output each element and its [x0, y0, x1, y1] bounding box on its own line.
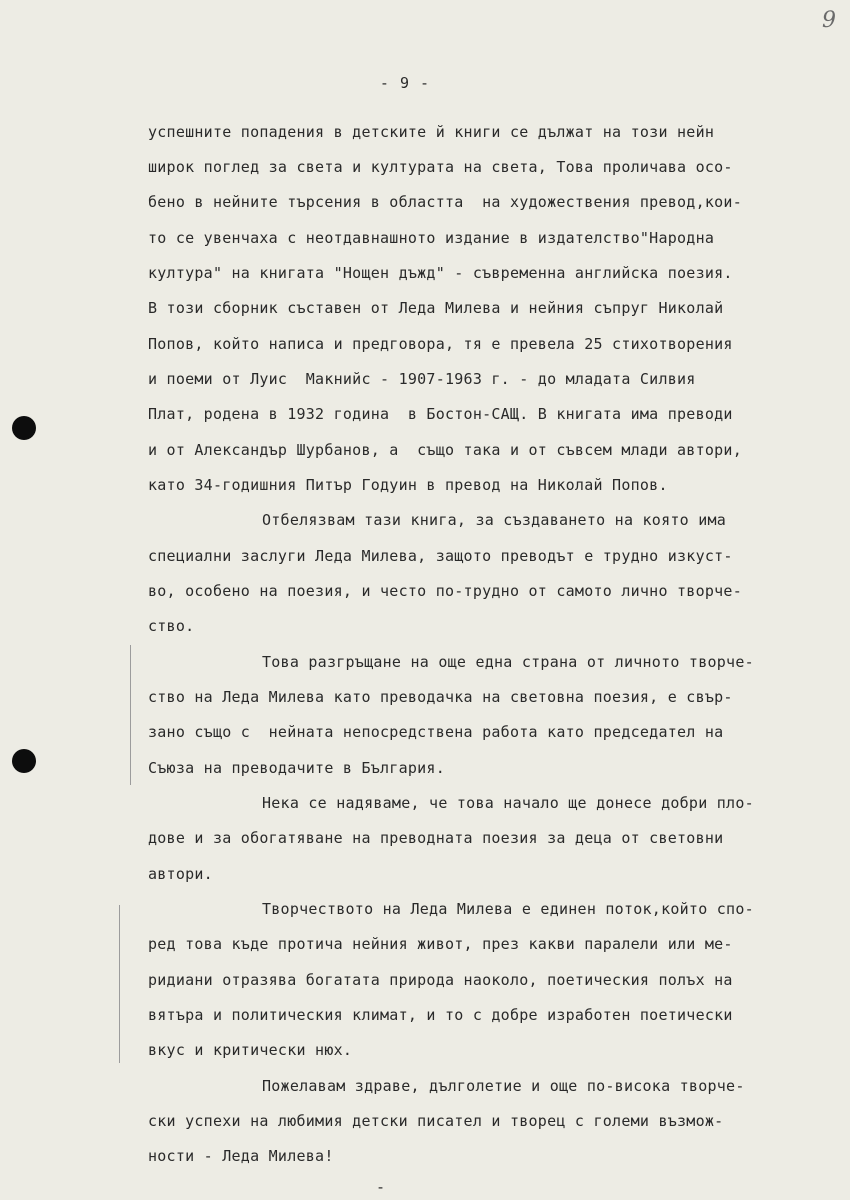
- text-line: зано също с нейната непосредствена работа като председател на: [148, 723, 724, 741]
- text-line: успешните попадения в детските й книги се дължат на този нейн: [148, 123, 715, 141]
- text-line: вятъра и политическия климат, и то с добре изработен поетически: [148, 1006, 733, 1024]
- punch-hole-bottom: [12, 749, 36, 773]
- text-line: ридиани отразява богатата природа наоколо, поетическия полъх на: [148, 971, 733, 989]
- text-line: автори.: [148, 865, 213, 883]
- text-line: бено в нейните търсения в областта на художествения превод,кои-: [148, 193, 742, 211]
- text-line: вкус и критически нюх.: [148, 1041, 353, 1059]
- punch-hole-top: [12, 416, 36, 440]
- text-line: ство.: [148, 617, 195, 635]
- text-line: ство на Леда Милева като преводачка на световна поезия, е свър-: [148, 688, 733, 706]
- text-line: то се увенчаха с неотдавнашното издание в издателство"Народна: [148, 229, 715, 247]
- text-line: като 34-годишния Питър Годуин в превод на Николай Попов.: [148, 476, 668, 494]
- text-line: дове и за обогатяване на преводната поезия за деца от световни: [148, 829, 724, 847]
- text-line: во, особено на поезия, и често по-трудно от самото лично творче-: [148, 582, 742, 600]
- text-line: Плат, родена в 1932 година в Бостон-САЩ. В книгата има преводи: [148, 405, 733, 423]
- paragraph-start: Това разгръщане на още една страна от личното творче-: [262, 653, 754, 671]
- text-line: и поеми от Луис Макнийс - 1907-1963 г. - до младата Силвия: [148, 370, 696, 388]
- paragraph-start: Отбелязвам тази книга, за създаването на която има: [262, 511, 727, 529]
- paragraph-start: Творчеството на Леда Милева е единен поток,който спо-: [262, 900, 754, 918]
- margin-line-mark: [130, 645, 131, 785]
- margin-line-mark: [119, 905, 120, 1063]
- page-number: - 9 -: [379, 74, 431, 92]
- paragraph-start: Нека се надяваме, че това начало ще донесе добри пло-: [262, 794, 754, 812]
- text-line: ски успехи на любимия детски писател и творец с големи възмож-: [148, 1112, 724, 1130]
- paragraph-start: Пожелавам здраве, дълголетие и още по-висока творче-: [262, 1077, 745, 1095]
- footer-mark: -: [376, 1178, 386, 1196]
- text-line: ред това къде протича нейния живот, през какви паралели или ме-: [148, 935, 733, 953]
- handwritten-page-number: 9: [822, 8, 836, 33]
- text-line: ности - Леда Милева!: [148, 1147, 334, 1165]
- text-line: Попов, който написа и предговора, тя е превела 25 стихотворения: [148, 335, 733, 353]
- text-line: В този сборник съставен от Леда Милева и нейния съпруг Николай: [148, 299, 724, 317]
- text-line: култура" на книгата "Нощен дъжд" - съвременна английска поезия.: [148, 264, 733, 282]
- text-line: и от Александър Шурбанов, а също така и от съвсем млади автори,: [148, 441, 742, 459]
- text-line: Съюза на преводачите в България.: [148, 759, 445, 777]
- text-line: специални заслуги Леда Милева, защото преводът е трудно изкуст-: [148, 547, 733, 565]
- text-line: широк поглед за света и културата на света, Това проличава осо-: [148, 158, 733, 176]
